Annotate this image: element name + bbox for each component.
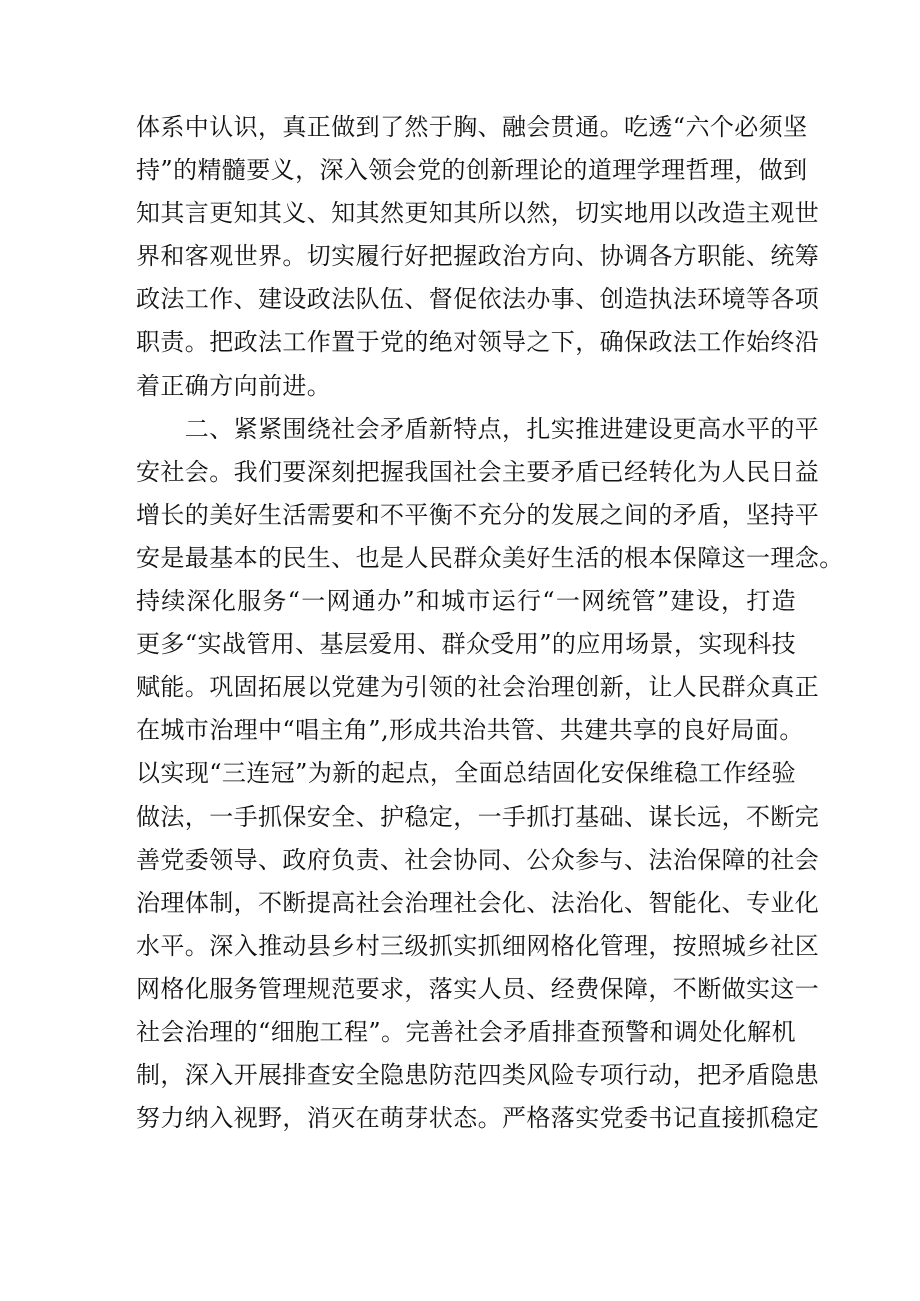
text-line: 在城市治理中“唱主角”,形成共治共管、共建共享的良好局面。 xyxy=(136,716,804,745)
text-line: 做法，一手抓保安全、护稳定，一手抓打基础、谋长远，不断完 xyxy=(136,802,820,831)
text-line: 持续深化服务“一网通办”和城市运行“一网统管”建设，打造 xyxy=(136,587,796,616)
text-line: 网格化服务管理规范要求，落实人员、经费保障，不断做实这一 xyxy=(136,974,820,1003)
text-line: 善党委领导、政府负责、社会协同、公众参与、法治保障的社会 xyxy=(136,845,820,874)
text-line: 体系中认识，真正做到了然于胸、融会贯通。吃透“六个必须坚 xyxy=(136,113,808,141)
text-line: 二、紧紧围绕社会矛盾新特点，扎实推进建设更高水平的平 xyxy=(136,414,820,443)
text-line: 更多“实战管用、基层爱用、群众受用”的应用场景，实现科技 xyxy=(136,630,796,659)
text-line: 安社会。我们要深刻把握我国社会主要矛盾已经转化为人民日益 xyxy=(136,457,820,486)
text-line: 水平。深入推动县乡村三级抓实抓细网格化管理，按照城乡社区 xyxy=(136,931,820,960)
text-line: 增长的美好生活需要和不平衡不充分的发展之间的矛盾，坚持平 xyxy=(136,500,820,529)
body-text xyxy=(136,106,844,1140)
text-line: 政法工作、建设政法队伍、督促依法办事、创造执法环境等各项 xyxy=(136,285,820,314)
text-line: 社会治理的“细胞工程”。完善社会矛盾排查预警和调处化解机 xyxy=(136,1017,796,1046)
text-line: 治理体制，不断提高社会治理社会化、法治化、智能化、专业化 xyxy=(136,888,820,917)
text-line: 努力纳入视野，消灭在萌芽状态。严格落实党委书记直接抓稳定 xyxy=(136,1104,820,1133)
text-line: 赋能。巩固拓展以党建为引领的社会治理创新，让人民群众真正 xyxy=(136,673,820,702)
text-line: 制，深入开展排查安全隐患防范四类风险专项行动，把矛盾隐患 xyxy=(136,1061,820,1090)
text-line: 职责。把政法工作置于党的绝对领导之下，确保政法工作始终沿 xyxy=(136,328,820,357)
text-line: 着正确方向前进。 xyxy=(136,371,332,400)
text-line: 知其言更知其义、知其然更知其所以然，切实地用以改造主观世 xyxy=(136,199,820,228)
text-line: 以实现“三连冠”为新的起点，全面总结固化安保维稳工作经验 xyxy=(136,759,796,788)
text-line: 安是最基本的民生、也是人民群众美好生活的根本保障这一理念。 xyxy=(136,543,844,572)
text-line: 界和客观世界。切实履行好把握政治方向、协调各方职能、统筹 xyxy=(136,242,820,271)
text-line: 持”的精髓要义，深入领会党的创新理论的道理学理哲理，做到 xyxy=(136,156,808,185)
